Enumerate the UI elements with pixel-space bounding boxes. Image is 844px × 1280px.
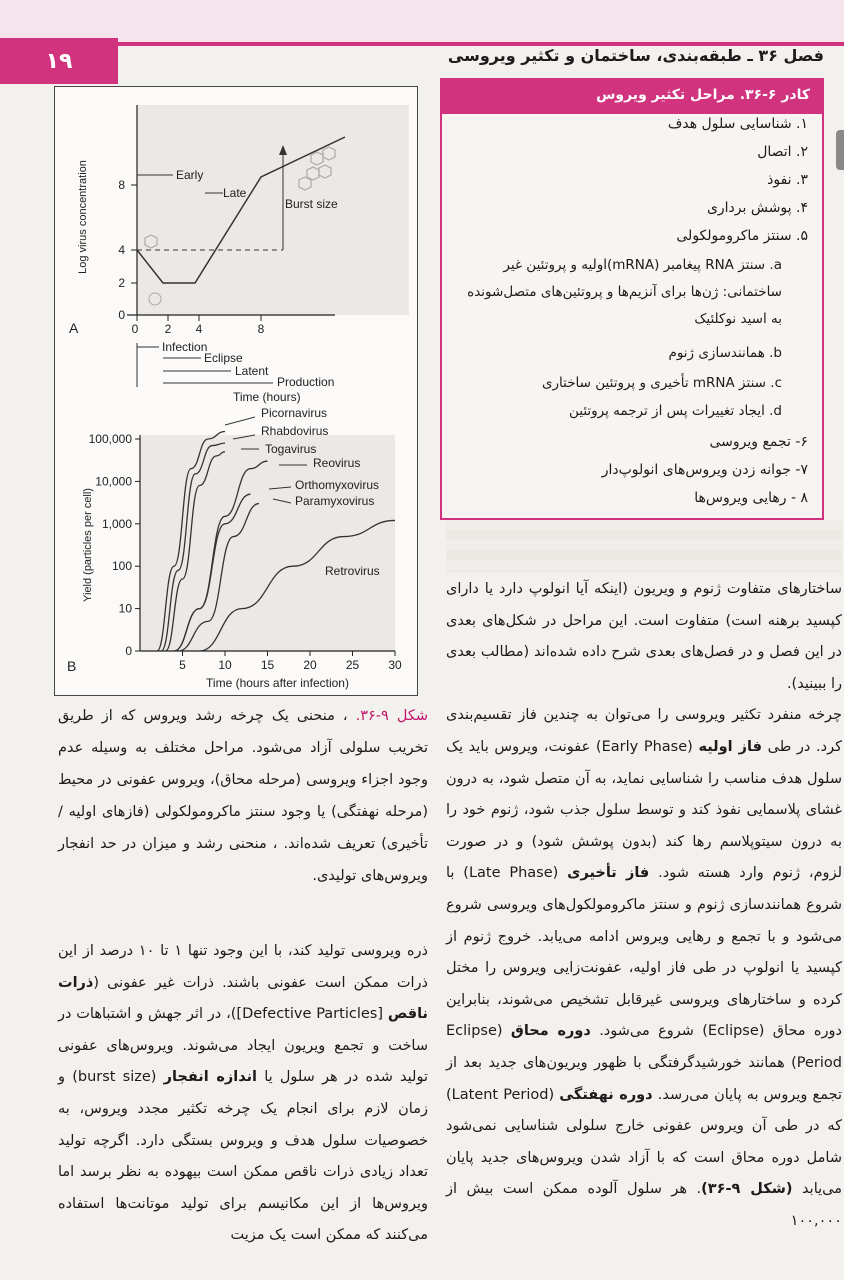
panel-a-yticks	[118, 178, 137, 322]
a-late-label: Late	[223, 186, 247, 200]
phase-production: Production	[277, 375, 335, 389]
panel-a-xticks	[132, 315, 265, 336]
box-item-5b: b. همانندسازی ژنوم	[668, 345, 782, 361]
a-ytick-2: 2	[118, 276, 125, 290]
term-burst-size: اندازه انفجار	[163, 1069, 258, 1086]
b-label-retrovirus: Retrovirus	[325, 564, 380, 578]
b-xlabel: Time (hours after infection)	[206, 676, 349, 690]
panel-b-chart	[82, 406, 402, 690]
box-item-7: ۷- جوانه زدن ویروس‌های انولوپ‌دار	[601, 462, 808, 478]
b-label-rhabdovirus: Rhabdovirus	[261, 424, 329, 438]
a-ytick-8: 8	[118, 178, 125, 192]
p2-text-c: (Early Phase) عفونت، ویروس باید یک سلول هدف مناسب را شناسایی نماید، به آن متصل شود، به درون غشای پلاسمایی نفوذ کند و توسط سلول جذب شود، ژنوم خود را به درون سیتوپلاسم رها کند (بدون پوشش شود) و در صورت لزوم، ژنوم وارد هسته شود.	[446, 738, 842, 882]
box-item-5a: a. سنتز RNA پیغامبر (mRNA)اولیه و پروتئین غیر ساختمانی: ژن‌ها برای آنزیم‌ها و پروتئین‌های متصل‌شونده به اسید نوکلئیک	[467, 257, 782, 327]
left-text-3: [Defective Particles])، در اثر جهش و اشتباهات در ساخت و تجمع ویریون ایجاد می‌شوند. ویروس‌های عفونی تولید شده در هر سلول یا	[58, 1006, 428, 1086]
p2-text-g: (Eclipse Period) همانند خورشیدگرفتگی با ظهور ویریون‌های جدید بعد از تجمع ویروس به پایان می‌رسد.	[446, 1023, 842, 1103]
b-panel-label: B	[67, 658, 77, 674]
b-ytick-label: 0	[125, 644, 132, 658]
b-xtick-label: 25	[345, 658, 360, 672]
box-item-5c: c. سنتز mRNA تأخیری و پروتئین ساختاری	[541, 375, 782, 391]
b-xtick-label: 10	[218, 658, 232, 672]
page-header	[0, 0, 844, 85]
b-ytick-label: 1,000	[101, 516, 132, 531]
chapter-title: فصل ۳۶ ـ طبقه‌بندی، ساختمان و تکثیر ویروسی	[447, 46, 824, 65]
b-ylabel: Yield (particles per cell)	[82, 488, 94, 602]
b-xtick-label: 20	[303, 658, 317, 672]
figure-svg	[55, 87, 417, 695]
p2-text-i: (Latent Period) که در طی آن ویروس عفونی خارج سلولی شناسایی نمی‌شود شامل دوره محاق است که با آزاد شدن ویروس‌های جدید پایان می‌یابد	[446, 1086, 842, 1198]
b-xtick-label: 30	[388, 658, 402, 672]
a-ytick-4: 4	[118, 243, 125, 257]
right-paragraph-1: ساختارهای متفاوت ژنوم و ویریون (اینکه آیا انولوپ دارد یا دارای کپسید برهنه است) متفاوت است. این مراحل در شکل‌های بعدی در این فصل و در فصل‌های بعدی شرح داده شده‌اند (مطالب بعدی را ببینید).	[446, 581, 842, 692]
b-xtick-label: 15	[260, 658, 275, 672]
box-item-6: ۶- تجمع ویروسی	[709, 434, 808, 450]
term-eclipse-period: دوره محاق	[510, 1023, 591, 1040]
info-box	[440, 78, 824, 520]
right-paragraph-2	[446, 700, 842, 1237]
term-late-phase: فاز تأخیری	[567, 865, 650, 882]
a-ylabel: Log virus concentration	[77, 160, 89, 274]
b-label-togavirus: Togavirus	[265, 442, 317, 456]
box-item-4: ۴. پوشش برداری	[706, 200, 808, 216]
a-xtick-0: 0	[131, 322, 139, 336]
box-item-2: ۲. اتصال	[757, 144, 808, 160]
left-text-5: (burst size) و زمان لازم برای انجام یک چرخه تکثیر مجدد ویروس، به خصوصیات سلول هدف و ویروس بستگی دارد. اگرچه تولید تعداد زیادی ذرات ناقص ممکن است بیهوده به نظر برسد اما ویروس‌ها از این مکانیسم برای تولید موتانت‌ها استفاده می‌کنند که ممکن است یک مزیت	[58, 1069, 428, 1244]
figure-caption	[58, 700, 428, 892]
b-leader-picornavirus	[225, 417, 255, 425]
a-early-label: Early	[176, 168, 204, 182]
a-ytick-0: 0	[118, 308, 125, 322]
caption-label: شکل ۹-۳۶.	[355, 708, 428, 724]
box-title: کادر ۶-۳۶. مراحل تکثیر ویروس	[442, 80, 822, 114]
b-label-paramyxovirus: Paramyxovirus	[295, 494, 375, 508]
show-through-text	[446, 520, 842, 572]
page-number: ۱۹	[0, 38, 118, 84]
b-ytick-label: 10	[118, 601, 132, 616]
p2-text-k: . هر سلول آلوده ممکن است بیش از ۱۰۰,۰۰۰	[446, 1181, 842, 1229]
phase-timeline	[137, 340, 334, 404]
box-item-5d: d. ایجاد تغییرات پس از ترجمه پروتئین	[568, 403, 782, 419]
box-item-5: ۵. سنتز ماکرومولکولی	[676, 228, 808, 244]
term-early-phase: فاز اولیه	[698, 738, 762, 755]
a-panel-label: A	[69, 320, 79, 336]
right-column-text	[446, 574, 842, 1237]
caption-text: ، منحنی یک چرخه رشد ویروس که از طریق تخریب سلولی آزاد می‌شود. مراحل مختلف به وسیله عدم وجود اجزاء ویروسی (مرحله محاق)، ویروس عفونی در محیط (مرحله نهفتگی) یا وجود سنتز ماکرومولکولی (فازهای اولیه / تأخیری) تعریف شده‌اند. ، منحنی رشد و میزان در حد انفجار ویروس‌های تولیدی.	[58, 708, 428, 884]
p2-text-e: (Late Phase) با شروع همانندسازی ژنوم و سنتز ماکرومولکول‌های ویروسی شروع می‌شود و با تجمع و رهایی ویروس ادامه می‌یابد. خروج ژنوم از کپسید یا انولوپ در طی فاز اولیه، عفونت‌زایی ویروس را مختل کرده و ساختارهای ویروسی غیرقابل تشخیص می‌شوند، بنابراین دوره محاق (Eclipse) شروع می‌شود.	[446, 865, 842, 1040]
phase-infection: Infection	[162, 340, 208, 354]
a-xtick-8: 8	[257, 322, 265, 336]
left-column-text	[58, 936, 428, 1252]
p2-text-a: چرخه منفرد تکثیر ویروسی را می‌توان به چندین فاز تقسیم‌بندی کرد. در طی	[446, 707, 842, 755]
b-label-orthomyxovirus: Orthomyxovirus	[295, 478, 380, 492]
a-burst-label: Burst size	[285, 197, 338, 211]
phase-latent: Latent	[235, 364, 269, 378]
figure-panel	[54, 86, 418, 696]
figure-ref: (شکل ۹-۳۶)	[701, 1181, 793, 1198]
a-xtick-4: 4	[195, 322, 203, 336]
b-xtick-label: 5	[179, 658, 186, 672]
box-item-8: ۸ - رهایی ویروس‌ها	[694, 490, 808, 506]
box-item-1: ۱. شناسایی سلول هدف	[667, 116, 808, 132]
b-label-reovirus: Reovirus	[313, 456, 361, 470]
b-label-picornavirus: Picornavirus	[261, 406, 328, 420]
a-xlabel: Time (hours)	[233, 390, 301, 404]
b-ytick-label: 100	[111, 559, 132, 574]
b-ytick-label: 10,000	[95, 474, 132, 489]
b-ytick-label: 100,000	[88, 432, 132, 446]
box-item-3: ۳. نفوذ	[767, 172, 808, 188]
page-edge-tab	[836, 130, 844, 170]
header-band	[0, 0, 844, 42]
phase-eclipse: Eclipse	[204, 351, 243, 365]
left-text-1: ذره ویروسی تولید کند، با این وجود تنها ۱ تا ۱۰ درصد از این ذرات ممکن است عفونی باشند. ذرات غیر عفونی (	[58, 943, 429, 991]
term-defective-particles: ذرات ناقص	[58, 974, 428, 1023]
a-xtick-2: 2	[164, 322, 172, 336]
term-latent-period: دوره نهفتگی	[559, 1086, 653, 1103]
